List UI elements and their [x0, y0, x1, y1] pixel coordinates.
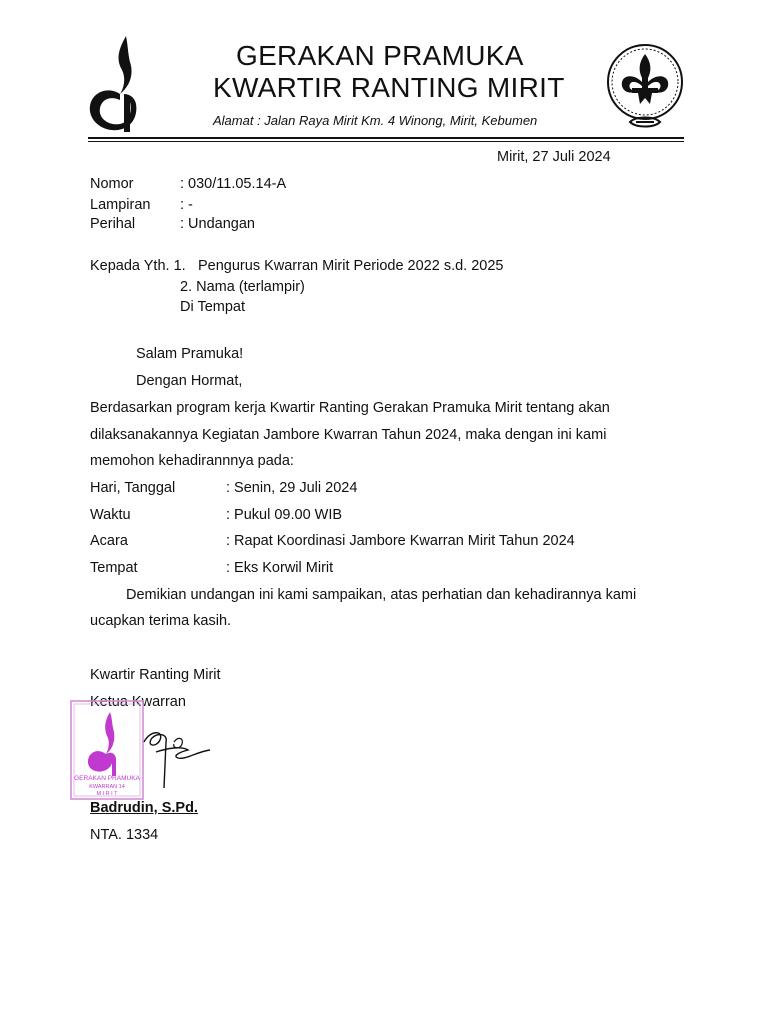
- detail-value-hari: : Senin, 29 Juli 2024: [226, 480, 358, 496]
- meta-label-lampiran: Lampiran: [90, 197, 151, 213]
- signature-title: Ketua Kwarran: [90, 694, 186, 710]
- stamp-text-line1: GERAKAN PRAMUKA: [74, 775, 140, 782]
- stamp-text-line2: KWARRAN 14: [89, 784, 125, 790]
- signer-nta: NTA. 1334: [90, 827, 159, 843]
- stamp-text-line3: M I R I T: [96, 791, 118, 797]
- detail-label-waktu: Waktu: [90, 507, 131, 523]
- handwritten-signature: [138, 722, 214, 792]
- detail-label-hari: Hari, Tanggal: [90, 480, 176, 496]
- header-rule-thick: [88, 137, 684, 139]
- body-line-2: dilaksanakannya Kegiatan Jambore Kwarran Tahun 2024, maka dengan ini kami: [90, 427, 607, 443]
- official-stamp: [70, 700, 144, 800]
- detail-label-tempat: Tempat: [90, 560, 138, 576]
- detail-value-acara: : Rapat Koordinasi Jambore Kwarran Mirit Tahun 2024: [226, 533, 575, 549]
- greeting-salam: Salam Pramuka!: [136, 346, 244, 362]
- scout-emblem-icon: [604, 42, 686, 134]
- org-address: Alamat : Jalan Raya Mirit Km. 4 Winong, Mirit, Kebumen: [213, 113, 538, 128]
- closing-line-1: Demikian undangan ini kami sampaikan, atas perhatian dan kehadirannya kami: [126, 587, 637, 603]
- header-rule-thin: [88, 141, 684, 142]
- signature-org: Kwartir Ranting Mirit: [90, 667, 221, 683]
- org-name-line1: GERAKAN PRAMUKA: [236, 40, 524, 71]
- signer-name: Badrudin, S.Pd.: [90, 800, 198, 816]
- tunas-kelapa-logo-icon: [86, 36, 152, 134]
- org-name-line2: KWARTIR RANTING MIRIT: [213, 72, 565, 103]
- detail-value-tempat: : Eks Korwil Mirit: [226, 560, 334, 576]
- meta-label-nomor: Nomor: [90, 176, 134, 192]
- meta-label-perihal: Perihal: [90, 216, 136, 232]
- meta-value-nomor: : 030/11.05.14-A: [180, 176, 287, 192]
- closing-line-2: ucapkan terima kasih.: [90, 613, 232, 629]
- detail-value-waktu: : Pukul 09.00 WIB: [226, 507, 343, 523]
- body-line-3: memohon kehadirannnya pada:: [90, 453, 294, 469]
- recipient-line2: 2. Nama (terlampir): [180, 279, 305, 295]
- greeting-hormat: Dengan Hormat,: [136, 373, 243, 389]
- letter-date: Mirit, 27 Juli 2024: [497, 149, 611, 165]
- recipient-line3: Di Tempat: [180, 299, 246, 315]
- detail-label-acara: Acara: [90, 533, 128, 549]
- body-line-1: Berdasarkan program kerja Kwartir Ranting Gerakan Pramuka Mirit tentang akan: [90, 400, 610, 416]
- meta-value-lampiran: : -: [180, 197, 193, 213]
- recipient-line1: Pengurus Kwarran Mirit Periode 2022 s.d. 2025: [198, 258, 504, 274]
- meta-value-perihal: : Undangan: [180, 216, 255, 232]
- recipient-prefix: Kepada Yth. 1.: [90, 258, 186, 274]
